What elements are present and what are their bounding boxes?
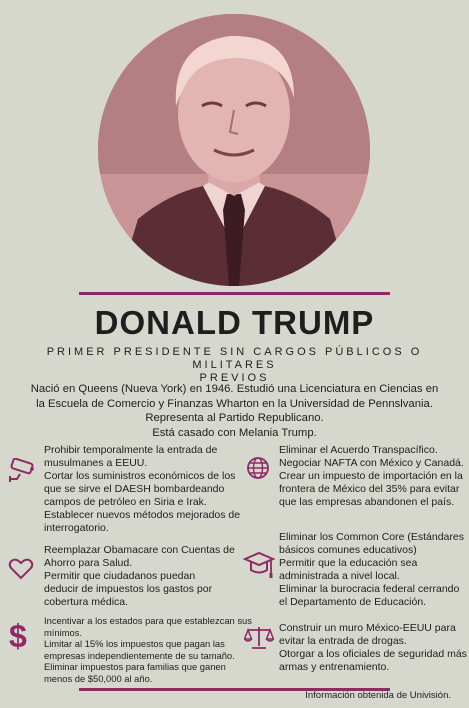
policy-line: Establecer nuevos métodos mejorados de: [44, 509, 241, 521]
policy-line: cobertura médica.: [44, 596, 129, 608]
policy-line: frontera de México del 35% para evitar: [279, 483, 460, 495]
policy-line: Cortar los suministros económicos de los: [44, 470, 236, 482]
policy-line: que se sirve el DAESH bombardeando: [44, 483, 225, 495]
policy-line: Limitar al 15% los impuestos que pagan las: [44, 638, 225, 650]
policy-line: empresas independientemente de su tamaño.: [44, 649, 235, 661]
policy-trade: [279, 444, 464, 509]
biography-line: Nació en Queens (Nueva York) en 1946. Estudió una Licenciatura en Ciencias en: [30, 383, 439, 395]
policy-line: que las empresas abandonen el país.: [279, 496, 455, 508]
policy-line: el Departamento de Educación.: [279, 596, 427, 608]
policy-line: campos de petróleo en Siria e Irak.: [44, 496, 207, 508]
biography-line: la Escuela de Comercio y Finanzas Wharton en la Universidad de Pennslvania.: [36, 397, 433, 410]
subtitle: [24, 346, 445, 385]
page-title: DONALD TRUMP: [94, 304, 375, 341]
portrait-photo: [98, 14, 370, 286]
policy-line: Reemplazar Obamacare con Cuentas de: [44, 544, 235, 556]
policy-security: [44, 444, 240, 535]
balance-scale-icon: [244, 624, 274, 650]
policy-line: Permitir que la educación sea: [279, 557, 418, 569]
biography-line: Representa al Partido Republicano.: [145, 412, 324, 424]
policy-line: Permitir que ciudadanos puedan: [44, 570, 196, 582]
policy-line: Eliminar los Common Core (Estándares: [279, 531, 464, 543]
policy-line: Crear un impuesto de importación en la: [279, 470, 463, 482]
policy-line: mínimos.: [44, 626, 83, 638]
policy-justice: [279, 622, 467, 674]
subtitle-line: PRIMER PRESIDENTE SIN CARGOS PÚBLICOS O MILITARES: [46, 346, 423, 371]
policy-education: [279, 531, 464, 609]
heart-icon: [8, 557, 34, 581]
policy-line: interrogatorio.: [44, 522, 109, 534]
policy-line: armas y entrenamiento.: [279, 661, 390, 673]
policy-line: básicos comunes educativos): [279, 544, 417, 556]
policy-line: Prohibir temporalmente la entrada de: [44, 444, 218, 456]
policy-line: Eliminar la burocracia federal cerrando: [279, 583, 460, 595]
policy-line: administrada a nivel local.: [279, 570, 400, 582]
policy-line: Construir un muro México-EEUU para: [279, 622, 456, 634]
security-camera-icon: [8, 458, 40, 482]
subtitle-line: PREVIOS: [199, 372, 270, 384]
policy-health: [44, 544, 235, 609]
policy-line: Eliminar impuestos para familias que ganen: [44, 661, 226, 673]
policy-line: Ahorro para Salud.: [44, 557, 133, 569]
policy-line: musulmanes a EEUU.: [44, 457, 148, 469]
policy-line: Negociar NAFTA con México y Canadá.: [279, 457, 464, 469]
policy-line: deducir de impuestos los gastos por: [44, 583, 213, 595]
biography-line: Está casado con Melania Trump.: [152, 426, 317, 439]
policy-line: Otorgar a los oficiales de seguridad más: [279, 648, 467, 660]
globe-icon: [246, 456, 270, 480]
dollar-sign-icon: $: [9, 618, 27, 654]
policy-line: menos de $50,000 al año.: [44, 672, 153, 684]
policy-line: Incentivar a los estados para que establezcan sus: [44, 615, 252, 626]
portrait-illustration: [98, 14, 370, 286]
policy-economy: [44, 615, 252, 685]
policy-line: evitar la entrada de drogas.: [279, 635, 407, 647]
policy-line: Eliminar el Acuerdo Transpacífico.: [279, 444, 438, 456]
divider-top: [79, 292, 390, 295]
source-credit: Información obtenida de Univisión.: [305, 690, 451, 701]
graduation-cap-icon: [243, 550, 275, 580]
biography: [24, 382, 445, 440]
